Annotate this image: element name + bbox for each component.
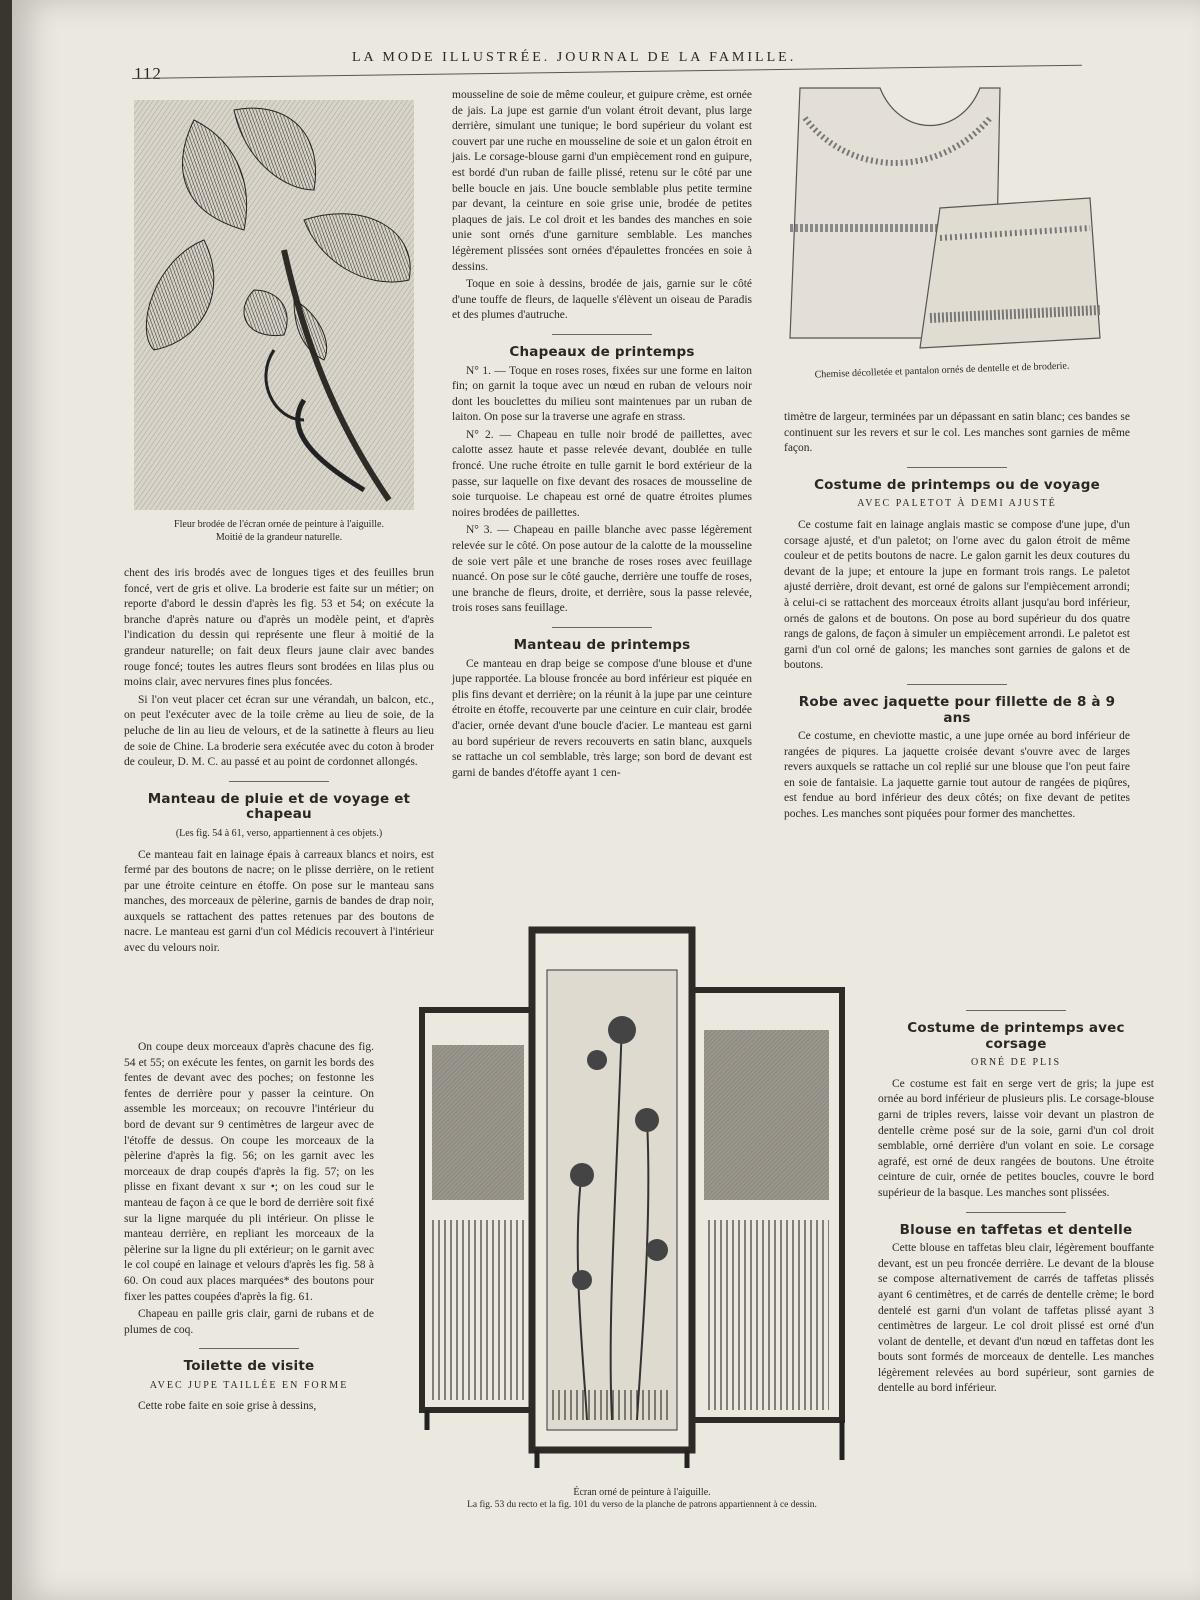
corsage-p1: Ce costume est fait en serge vert de gris; la jupe est ornée au bord inférieur de plusieurs plis. Le corsage-blouse garni de triples revers, laisse voir devant un plastron de dentelle crème posé sur de la soie, garni d'un col droit semblable, orné derrière d'un volant en soie. Le corsage agrafé, est orné de deux rangées de boutons. Une étroite ceinture de cuir, ornée de petites boucles, couvre le bord supérieur de la basque. Les manches sont plissées. — [878, 1077, 1154, 1199]
toilette-continued: mousseline de soie de même couleur, et guipure crème, est ornée de jais. La jupe est garnie d'un volant étroit devant, plus large derrière, simulant une tunique; le bord supérieur du volant est couvert par une ruche en mousseline de soie et un galon étroit en jais. Le corsage-blouse garni d'un empiècement rond en guipure, est bordé d'un ruban de faille plissé, retenu sur le côté par une belle boucle en jais. Une boucle semblable plus petite termine par devant, la ceinture en soie grise unie, brodée de petites plaques de jais. Le col droit et les bandes des manches en soie unie sont ornés d'une garniture semblable. Les manches légèrement plissées sont ornées d'épaulettes froncées en soie à dessins. — [452, 89, 752, 273]
costume-voyage-p1: Ce costume fait en lainage anglais mastic se compose d'une jupe, d'un corsage ajusté, et d'un paletot; on l'orne avec du galon étroit de même couleur et de petits boutons de nacre. Le galon garnit les deux coutures du devant de la jupe; et entoure la jupe en formant trois rangs. Le paletot ajusté derrière, droit devant, est orné de galons sur l'empiècement arrondi; à celui-ci se rattachent des morceaux étroits allant jusqu'au bord inférieur, ornés de galons et de boutons. On pose au bord supérieur du dos quatre rangs de galons, de façon à simuler un empiècement arrondi. Le paletot est garni d'un col orné de galons; les manches sont garnies de galons et de boutons. — [784, 518, 1130, 672]
column-3-lower — [878, 1000, 1154, 1399]
magazine-page — [12, 0, 1200, 1600]
page-number: 112 — [134, 64, 162, 83]
screen-caption — [392, 1486, 892, 1512]
separator — [907, 684, 1007, 685]
iris-caption-line-1: Fleur brodée de l'écran ornée de peinture à l'aiguille. — [174, 519, 384, 530]
chapeau-1: N° 1. — Toque en roses roses, fixées sur une forme en laiton fin; on garnit la toque avec un nœud en ruban de velours noir dont les bouclettes du milieu sont maintenues par un ruban de laiton. On pose sur la traverse une agrafe en strass. — [452, 364, 752, 424]
separator — [907, 467, 1007, 468]
costume-voyage-subtitle: AVEC PALETOT À DEMI AJUSTÉ — [857, 498, 1057, 510]
robe-fillette-p1: Ce costume, en cheviotte mastic, a une jupe ornée au bord inférieur de rangées de piqures. La jaquette croisée devant s'ouvre avec de larges revers auxquels se rattache un col replié sur une blouse que l'on peut faire en soie de fantaisie. La jaquette garnie tout autour de rangées de piqûres, est fendue au bord inférieur des deux côtés; on fixe devant de petites poches. Les manches sont piquées pour former des manchettes. — [784, 730, 1130, 821]
separator — [199, 1348, 299, 1349]
toilette-p1: Cette robe faite en soie grise à dessins, — [138, 1400, 317, 1413]
iris-text-2: Si l'on veut placer cet écran sur une vérandah, un balcon, etc., on peut l'exécuter avec de la toile crème au lieu de soie, de la peluche de lin au lieu de velours, et de la satinette à fleurs au lieu de soie de Chine. La broderie sera exécutée avec du coton à broder de couleur, D. M. C. au passé et au point de cordonnet allongés. — [124, 693, 434, 769]
screen-caption-title: Écran orné de peinture à l'aiguille. — [573, 1487, 711, 1498]
chapeaux-title: Chapeaux de printemps — [509, 343, 695, 360]
toilette-title: Toilette de visite — [183, 1358, 315, 1375]
chapeau-2: N° 2. — Chapeau en tulle noir brodé de paillettes, avec calotte assez haute et passe relevée devant, doublée en tulle froncé. Une ruche étroite en tulle garnit le bord extérieur de la passe, sur laquelle on fixe devant des rosaces de mousseline de soie turquoise. Le chapeau est orné de quatre étroites plumes noires brodées de paillettes. — [452, 428, 752, 519]
costume-voyage-title: Costume de printemps ou de voyage — [814, 476, 1100, 493]
column-3-upper — [784, 410, 1130, 825]
manteau-pluie-note: (Les fig. 54 à 61, verso, appartiennent à ces objets.) — [175, 827, 383, 839]
manteau-continued: timètre de largeur, terminées par un dépassant en satin blanc; ces bandes se continuent sur les revers et sur le col. Les manches sont garnies de même façon. — [784, 411, 1130, 455]
running-title: LA MODE ILLUSTRÉE. JOURNAL DE LA FAMILLE. — [352, 50, 797, 65]
folding-screen-illustration — [402, 920, 872, 1480]
toilette-subtitle: AVEC JUPE TAILLÉE EN FORME — [149, 1379, 349, 1391]
iris-text: chent des iris brodés avec de longues tiges et des feuilles brun foncé, vert de gris et olive. La broderie est faite sur un métier; on reporte d'abord le dessin d'après les fig. 53 et 54; on exécute la branche d'après nature ou d'après un modèle peint, et d'après l'indication du dessin qui représente une fleur à moitié de la grandeur naturelle; on fait deux fleurs jaune clair avec bandes rouge foncé; toutes les autres fleurs sont brodées en lilas plus ou moins clair, avec nervures fines plus foncées. — [124, 567, 434, 689]
robe-fillette-title: Robe avec jaquette pour fillette de 8 à 9 ans — [798, 693, 1116, 726]
separator — [552, 334, 652, 335]
column-2 — [452, 88, 752, 783]
corsage-title: Costume de printemps avec corsage — [907, 1020, 1125, 1052]
manteau-pluie-p2: On coupe deux morceaux d'après chacune des fig. 54 et 55; on exécute les fentes, on garnit les bords des fentes de devant avec des poches; on festonne les fentes de derrière pour y passer la ceinture. On assemble les morceaux; on recouvre l'intérieur du bord de devant sur 9 centimètres de largeur avec de l'étoffe de dessus. On coupe les morceaux de la pèlerine d'après la fig. 56; on les garnit avec les morceaux de drap coupés d'après la fig. 57; on les plisse en fixant devant x sur •; on les coud sur le manteau de façon à ce que le bord de derrière soit fixé sur la ligne marquée du pli intérieur. On plisse le manteau derrière, en repliant les morceaux de la pèlerine sur la ligne du pli extérieur; on le garnit avec le col coupé en lainage et velours d'après les fig. 58 à 60. On coud aux places marquées* des boutons pour fixer les pattes coupées d'après la fig. 61. — [124, 1041, 374, 1303]
blouse-p1: Cette blouse en taffetas bleu clair, légèrement bouffante devant, est un peu froncée derrière. Le devant de la blouse se compose alternativement de carrés de taffetas plissés ayant 6 centimètres, et de carrés de dentelle crème; le bord dentelé est garni d'un volant de taffetas plissé ayant 3 centimètres de largeur. Le col droit plissé est orné d'un volant de dentelle, et devant d'un nœud en taffetas dont les bouts sont formés de morceaux de dentelle. Les manches légèrement relevées au bord supérieur, sont garnies de dentelle au bord inférieur. — [878, 1242, 1154, 1395]
manteau-printemps-title: Manteau de printemps — [513, 637, 691, 653]
iris-engraving — [134, 100, 414, 510]
column-1-lower — [124, 1040, 374, 1417]
chapeau-3: N° 3. — Chapeau en paille blanche avec passe légèrement relevée sur le côté. On pose autour de la calotte de la mousseline de soie vert pâle et une branche de roses roses avec feuillage nuancé. On pose sur le côté gauche, derrière une touffe de roses, une branche de fleurs, droite, et derrière, sous la passe relevée, trois roses sans feuillage. — [452, 524, 752, 615]
separator — [552, 627, 652, 628]
corsage-subtitle: ORNÉ DE PLIS — [970, 1057, 1062, 1069]
manteau-pluie-p1: Ce manteau fait en lainage épais à carreaux blancs et noirs, est fermé par des boutons de nacre; on le plisse derrière, on le retient par une étroite ceinture en étoffe. On pose sur le manteau sans manches, des morceaux de pèlerine, garnis de bandes de drap noir, auxquels se rattachent des pattes retenues par des boutons de nacre. Le manteau est garni d'un col Médicis recouvert à l'intérieur avec du velours noir. — [124, 848, 434, 955]
separator — [229, 781, 329, 782]
separator — [966, 1212, 1066, 1213]
iris-caption-line-2: Moitié de la grandeur naturelle. — [215, 532, 343, 543]
manteau-pluie-p3: Chapeau en paille gris clair, garni de rubans et de plumes de coq. — [124, 1308, 374, 1336]
manteau-pluie-title: Manteau de pluie et de voyage et chapeau — [147, 790, 411, 823]
separator — [966, 1010, 1066, 1011]
iris-caption — [134, 518, 424, 544]
lingerie-illustration — [760, 78, 1120, 358]
header-rule — [132, 65, 1082, 79]
column-1-upper — [124, 566, 434, 959]
manteau-printemps-p1: Ce manteau en drap beige se compose d'une blouse et d'une jupe rapportée. La blouse froncée au bord inférieur est piquée en plis fins devant et derrière; on la réunit à la jupe par une ceinture étroite en étoffe, recouverte par une ceinture en cuir clair, brodée d'acier, ornée devant d'une boucle d'acier. Le manteau est garni au bord supérieur de revers recouverts en satin blanc, auxquels se rattache un col semblable, très large; son bord de devant est garni de bandes d'étoffe ayant 1 cen- — [452, 657, 752, 779]
toque-text: Toque en soie à dessins, brodée de jais, garnie sur le côté d'une touffe de fleurs, de laquelle s'élèvent un oiseau de Paradis et des plumes d'autruche. — [452, 278, 752, 322]
screen-caption-note: La fig. 53 du recto et la fig. 101 du verso de la planche de patrons appartiennent à ce dessin. — [467, 1500, 817, 1510]
blouse-title: Blouse en taffetas et dentelle — [899, 1221, 1133, 1238]
lingerie-caption: Chemise décolletée et pantalon ornés de dentelle et de broderie. — [814, 360, 1070, 381]
